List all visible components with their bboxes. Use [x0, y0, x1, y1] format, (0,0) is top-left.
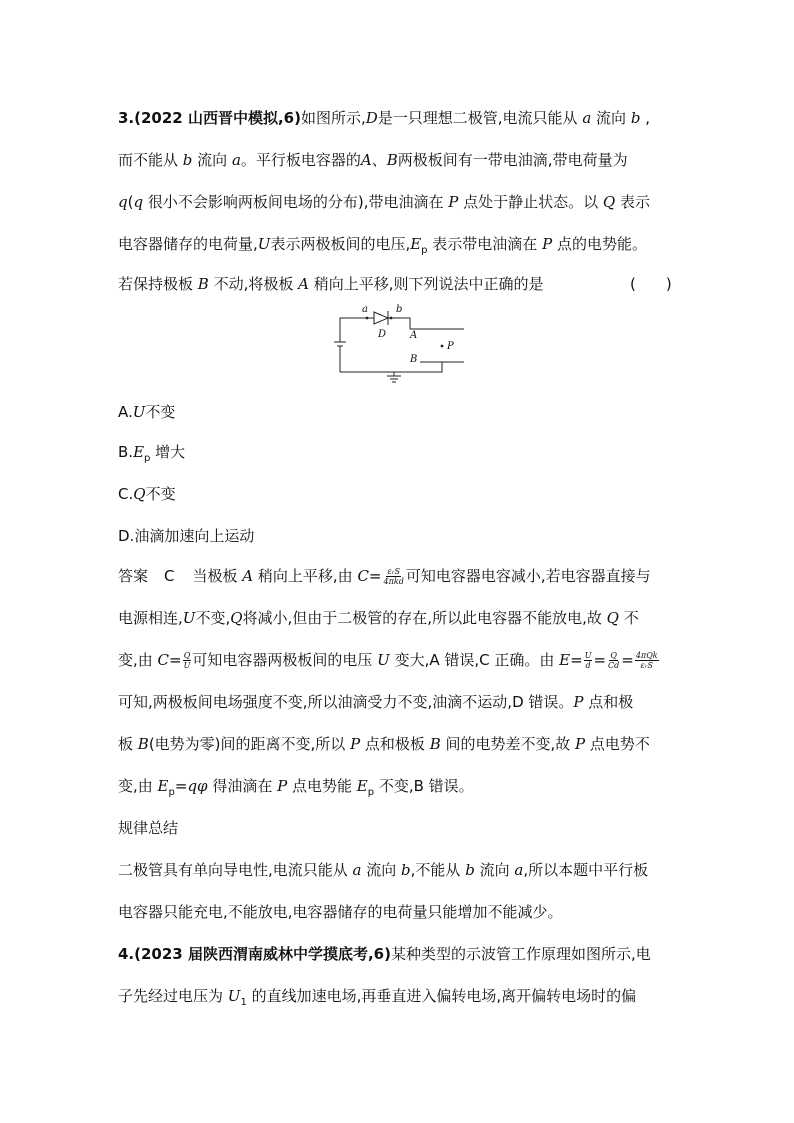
var-a: a — [352, 861, 362, 879]
var-q: q — [118, 193, 128, 211]
text: 流向 — [474, 861, 515, 879]
circuit-diagram — [324, 302, 474, 388]
var-a: a — [514, 861, 524, 879]
var-C: C — [357, 567, 369, 585]
var-U: U — [182, 609, 196, 627]
text: 若保持极板 — [118, 275, 198, 293]
answer-line-1 — [118, 566, 651, 586]
text: 点电势能 — [287, 777, 357, 795]
text: 点电势不 — [585, 735, 650, 753]
var-A: A — [298, 275, 309, 293]
denominator: 4πkd — [383, 577, 404, 586]
subscript: p — [421, 245, 428, 256]
var-C: C — [157, 651, 170, 669]
var-D: D — [365, 109, 378, 127]
var-b: b — [182, 151, 193, 169]
text: 将减小,但由于二极管的存在,所以此电容器不能放电,故 — [242, 609, 607, 627]
option-text: 增大 — [150, 443, 186, 461]
numerator: Q — [610, 651, 617, 660]
var-B: B — [429, 735, 441, 753]
var-P: P — [277, 777, 288, 795]
text: ,所以本题中平行板 — [523, 861, 649, 879]
answer-label: 答案 — [118, 567, 149, 585]
equals: = — [593, 651, 607, 669]
fraction-field-strength — [635, 651, 659, 670]
answer-choice: C — [164, 567, 175, 585]
text: 可知电容器电容减小,若电容器直接与 — [405, 567, 651, 585]
text: 电源相连, — [118, 609, 183, 627]
option-letter: B. — [118, 443, 134, 461]
text: 不变, — [195, 609, 231, 627]
text: 表示 — [615, 193, 650, 211]
q4-stem-line-2 — [118, 986, 636, 1013]
text: 的直线加速电场,再垂直进入偏转电场,离开偏转电场时的偏 — [246, 987, 637, 1005]
q4-number-source: 4.(2023 届陕西渭南威林中学摸底考,6) — [118, 945, 391, 963]
q3-stem-line-2 — [118, 150, 628, 170]
q3-stem-line-1 — [118, 108, 650, 128]
var-U: U — [132, 403, 146, 421]
text: 点处于静止状态。以 — [458, 193, 603, 211]
var-E: E — [410, 235, 422, 253]
equals: = — [621, 651, 634, 669]
q3-stem-line-4 — [118, 234, 647, 261]
var-A: A — [360, 151, 372, 169]
var-E: E — [559, 651, 571, 669]
diode-icon — [374, 312, 388, 324]
option-C — [118, 484, 176, 504]
var-U: U — [377, 651, 390, 669]
text: 子先经过电压为 — [118, 987, 228, 1005]
var-P: P — [448, 193, 459, 211]
label-D: D — [378, 329, 387, 340]
fraction-q-over-u — [183, 651, 192, 670]
option-A — [118, 402, 175, 422]
text: 流向 — [192, 151, 232, 169]
summary-title: 规律总结 — [118, 819, 179, 837]
subscript: p — [168, 787, 175, 798]
label-B: B — [410, 354, 418, 365]
option-text: 油滴加速向上运动 — [134, 527, 255, 545]
text: 表示两极板间的电压, — [270, 235, 411, 253]
var-Q: Q — [606, 609, 619, 627]
fraction-capacitance — [383, 567, 405, 586]
text: 变,由 — [118, 651, 158, 669]
text: 稍向上平移,则下列说法中正确的是 — [308, 275, 544, 293]
var-P: P — [542, 235, 553, 253]
text: (电势为零)间的距离不变,所以 — [148, 735, 351, 753]
var-b: b — [465, 861, 475, 879]
answer-paren: ( ) — [630, 275, 672, 293]
text: , — [640, 109, 650, 127]
wire-bottom — [340, 362, 442, 372]
label-P: P — [447, 341, 454, 352]
text: 稍向上平移,由 — [253, 567, 358, 585]
ground-icon — [387, 376, 401, 382]
var-E: E — [133, 443, 145, 461]
var-B: B — [197, 275, 209, 293]
text: 、 — [371, 151, 387, 169]
q3-stem-line-5 — [118, 274, 544, 294]
var-b: b — [401, 861, 411, 879]
var-U: U — [257, 235, 271, 253]
text: 不动,将极板 — [208, 275, 299, 293]
text: 某种类型的示波管工作原理如图所示,电 — [390, 945, 651, 963]
text: 变,由 — [118, 777, 158, 795]
text: 不 — [618, 609, 639, 627]
subscript: p — [144, 453, 151, 464]
text: 二极管具有单向导电性,电流只能从 — [118, 861, 353, 879]
text: 点的电势能。 — [552, 235, 647, 253]
equals: = — [169, 651, 182, 669]
text: 点和极 — [583, 693, 634, 711]
text: 电容器储存的电荷量, — [118, 235, 258, 253]
var-B: B — [137, 735, 149, 753]
var-q-phi: qφ — [187, 777, 208, 795]
var-Q: Q — [230, 609, 243, 627]
answer-line-2 — [118, 608, 639, 628]
var-q: q — [133, 193, 144, 211]
text: 很小不会影响两板间电场的分布),带电油滴在 — [143, 193, 449, 211]
denominator: Cd — [608, 661, 620, 670]
denominator: d — [585, 661, 591, 670]
var-E: E — [356, 777, 368, 795]
var-Q: Q — [133, 485, 146, 503]
equals: = — [368, 567, 382, 585]
text: 。平行板电容器的 — [240, 151, 361, 169]
option-letter: C. — [118, 485, 134, 503]
denominator: εᵣS — [640, 661, 653, 670]
text: 板 — [118, 735, 138, 753]
text: 变大,A 错误,C 正确。由 — [389, 651, 560, 669]
numerator: εᵣS — [387, 567, 400, 576]
option-B — [118, 442, 185, 469]
option-letter: D. — [118, 527, 135, 545]
numerator: 4πQk — [635, 651, 658, 660]
var-a: a — [582, 109, 592, 127]
text: 可知电容器两极板间的电压 — [192, 651, 378, 669]
text: 当极板 — [192, 567, 243, 585]
fraction-q-over-cd — [607, 651, 620, 670]
var-Q: Q — [602, 193, 616, 211]
var-P: P — [350, 735, 361, 753]
subscript: p — [367, 787, 375, 798]
label-b: b — [396, 304, 403, 315]
option-text: 不变 — [145, 403, 176, 421]
text: 流向 — [361, 861, 402, 879]
answer-line-4 — [118, 692, 633, 712]
answer-line-6 — [118, 776, 474, 803]
fraction-u-over-d — [584, 651, 593, 670]
text: 两极板间有一带电油滴,带电荷量为 — [397, 151, 628, 169]
var-b: b — [630, 109, 641, 127]
text: 表示带电油滴在 — [427, 235, 543, 253]
q3-number-source: 3.(2022 山西晋中模拟,6) — [118, 109, 301, 127]
var-E: E — [157, 777, 169, 795]
var-P: P — [575, 735, 586, 753]
option-D — [118, 526, 254, 546]
numerator: Q — [183, 651, 191, 660]
var-U: U — [227, 987, 241, 1005]
var-B: B — [386, 151, 398, 169]
q4-stem-line-1 — [118, 944, 651, 964]
var-A: A — [242, 567, 254, 585]
wire-top-left — [340, 318, 370, 342]
text: 不变,B 错误。 — [374, 777, 474, 795]
oil-drop-P — [441, 345, 444, 348]
option-text: 不变 — [145, 485, 176, 503]
answer-line-3 — [118, 650, 660, 670]
text: 流向 — [591, 109, 631, 127]
summary-line-2: 电容器只能充电,不能放电,电容器储存的电荷量只能增加不能减少。 — [118, 903, 563, 921]
text: 得油滴在 — [207, 777, 278, 795]
label-A: A — [410, 330, 418, 341]
var-a: a — [231, 151, 241, 169]
text: 如图所示, — [300, 109, 366, 127]
answer-line-5 — [118, 734, 650, 754]
text: ( — [127, 193, 134, 211]
summary-line-1 — [118, 860, 648, 880]
denominator: U — [183, 661, 191, 670]
q3-stem-line-3 — [118, 192, 650, 212]
text: 点和极板 — [360, 735, 430, 753]
text: 是一只理想二极管,电流只能从 — [377, 109, 583, 127]
label-a: a — [362, 304, 368, 315]
equals: = — [570, 651, 583, 669]
subscript: 1 — [240, 997, 247, 1008]
var-P: P — [573, 693, 584, 711]
numerator: U — [584, 651, 592, 660]
text: ,不能从 — [410, 861, 466, 879]
text: 而不能从 — [118, 151, 183, 169]
equals: = — [174, 777, 188, 795]
option-letter: A. — [118, 403, 133, 421]
text: 可知,两极板间电场强度不变,所以油滴受力不变,油滴不运动,D 错误。 — [118, 693, 574, 711]
text: 间的电势差不变,故 — [440, 735, 576, 753]
